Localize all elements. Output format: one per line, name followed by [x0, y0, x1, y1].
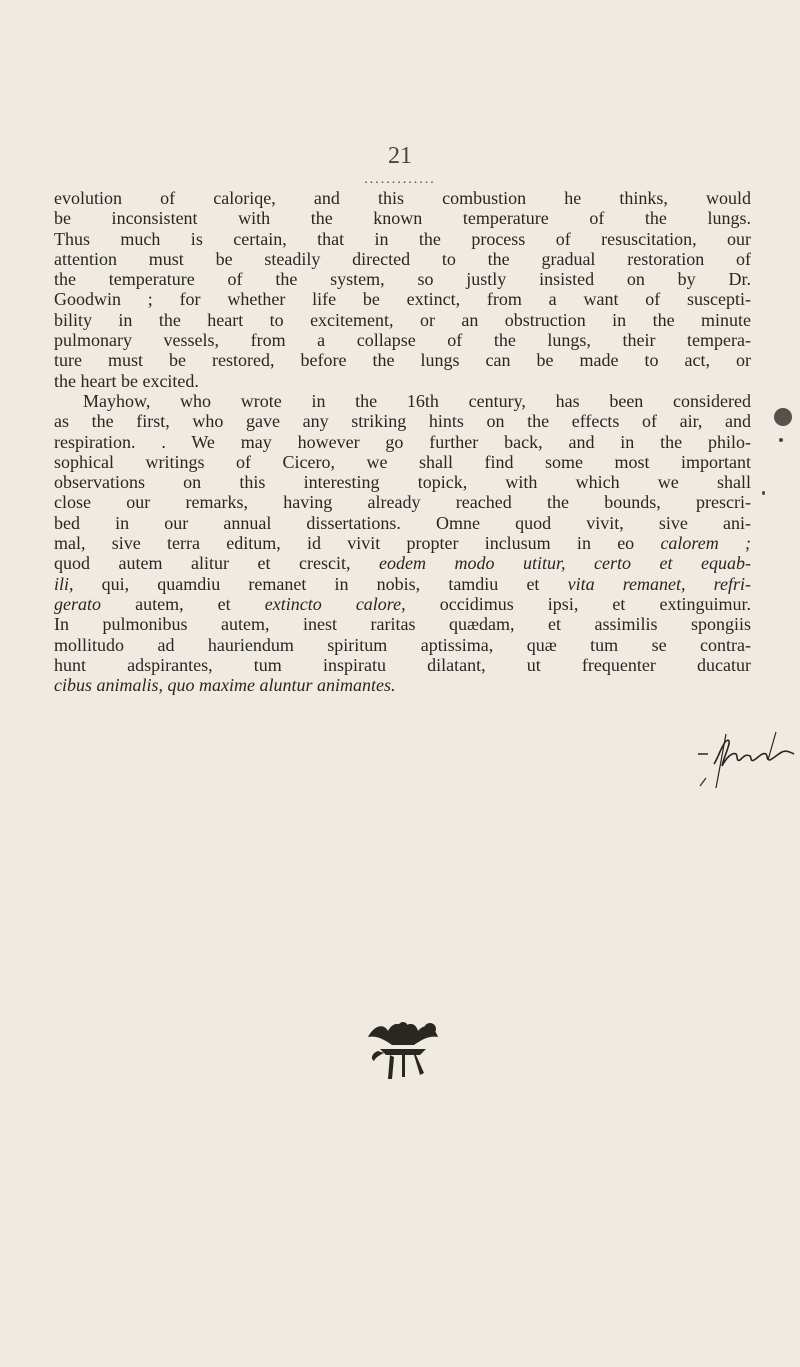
italic-run: eodem modo utitur, certo et equab-: [378, 553, 751, 574]
text-line: the temperature of the system, so justly insisted on by Dr.: [54, 269, 751, 290]
body-text: [54, 188, 751, 695]
italic-run: vita remanet, refri-: [567, 573, 751, 594]
handwritten-signature: [696, 730, 796, 800]
printers-ornament: [358, 1015, 448, 1085]
text-run: quod autem alitur et crescit,: [54, 553, 379, 574]
text-run: occidimus ipsi, et extinguimur.: [405, 593, 751, 614]
text-line: close our remarks, having already reached the bounds, prescri-: [54, 492, 751, 513]
italic-run: ili,: [54, 573, 74, 594]
paragraph-1: [54, 188, 751, 391]
text-line: [54, 675, 751, 695]
text-run: qui, quamdiu remanet in nobis, tamdiu et: [73, 573, 568, 594]
text-line: bed in our annual dissertations. Omne quod vivit, sive ani-: [54, 512, 751, 533]
text-line: Thus much is certain, that in the process of resuscitation, our: [54, 228, 751, 249]
text-line: Goodwin ; for whether life be extinct, from a want of suscepti-: [54, 289, 751, 310]
text-line: [54, 574, 751, 594]
ink-speck: [762, 491, 765, 495]
text-line: evolution of caloriqe, and this combustion he thinks, would: [54, 188, 751, 208]
text-line: sophical writings of Cicero, we shall find some most important: [54, 451, 751, 472]
italic-run: calorem ;: [660, 533, 751, 554]
text-run: autem, et: [101, 593, 265, 614]
text-line: [54, 553, 751, 573]
text-line: observations on this interesting topick, with which we shall: [54, 472, 751, 493]
ink-stain: [774, 408, 792, 426]
page-number: 21: [388, 143, 412, 169]
paragraph-2: [54, 391, 751, 695]
text-run: mal, sive terra editum, id vivit propter inclusum in eo: [54, 533, 661, 554]
text-line: Mayhow, who wrote in the 16th century, has been considered: [83, 390, 751, 411]
text-line: ture must be restored, before the lungs can be made to act, or: [54, 350, 751, 371]
text-line: the heart be excited.: [54, 370, 199, 391]
text-line: bility in the heart to excitement, or an obstruction in the minute: [54, 309, 751, 330]
text-line: attention must be steadily directed to the gradual restoration of: [54, 248, 751, 269]
italic-run: cibus animalis, quo maxime aluntur animantes.: [54, 675, 396, 696]
text-line: as the first, who gave any striking hints on the effects of air, and: [54, 411, 751, 432]
italic-run: extincto calore,: [264, 593, 406, 614]
italic-run: gerato: [54, 593, 101, 614]
text-line: pulmonary vessels, from a collapse of the lungs, their tempera-: [54, 330, 751, 351]
text-line: hunt adspirantes, tum inspiratu dilatant, ut frequenter ducatur: [54, 654, 751, 675]
text-line: [54, 594, 751, 614]
text-line: In pulmonibus autem, inest raritas quædam, et assimilis spongiis: [54, 614, 751, 635]
ink-speck: [779, 438, 783, 442]
text-line: be inconsistent with the known temperature of the lungs.: [54, 208, 751, 229]
dotted-rule: .............: [364, 172, 436, 187]
text-line: [54, 533, 751, 553]
text-line: mollitudo ad hauriendum spiritum aptissima, quæ tum se contra-: [54, 634, 751, 655]
text-line: respiration. . We may however go further back, and in the philo-: [54, 431, 751, 452]
